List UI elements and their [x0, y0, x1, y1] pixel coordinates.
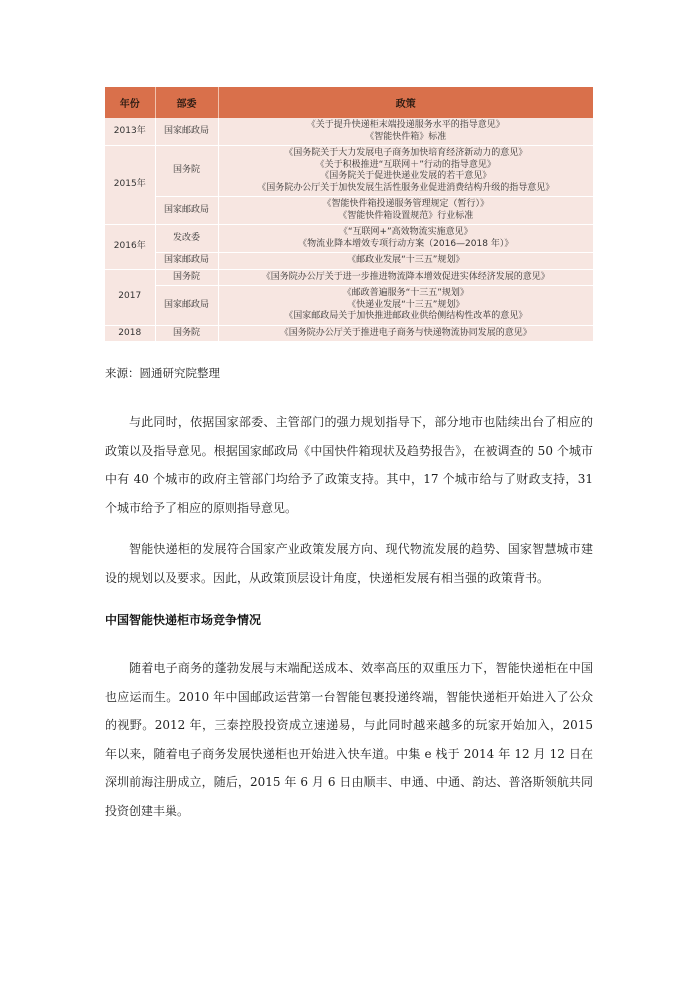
table-header-row: [105, 87, 593, 118]
policy-item: 《国务院办公厅关于加快发展生活性服务业促进消费结构升级的指导意见》: [257, 182, 555, 193]
paragraph-policy-background: 智能快递柜的发展符合国家产业政策发展方向、现代物流发展的趋势、国家智慧城市建设的规划以及要求。因此，从政策顶层设计角度，快递柜发展有相当强的政策背书。: [105, 542, 593, 585]
cell-year: 2017: [105, 269, 155, 325]
cell-policies: [218, 197, 593, 225]
policy-item: 《智能快件箱》标准: [365, 131, 447, 142]
policy-item: 《快递业发展“十三五”规划》: [347, 299, 465, 310]
policy-item: 《智能快件箱设置规范》行业标准: [338, 210, 474, 221]
cell-policies: [218, 146, 593, 197]
cell-policies: [218, 225, 593, 253]
cell-department: 国务院: [155, 269, 218, 286]
cell-policies: [218, 118, 593, 146]
cell-policies: [218, 253, 593, 270]
cell-department: 国家邮政局: [155, 286, 218, 326]
table-row: [105, 325, 593, 342]
paragraph-policy-support: 与此同时，依据国家部委、主管部门的强力规划指导下，部分地市也陆续出台了相应的政策以及指导意见。根据国家邮政局《中国快件箱现状及趋势报告》，在被调查的 50 个城市中有 40 个城市的政府主管部门均给予了政策支持。其中，17 个城市给与了财政支持，31 个城市给予了相应的原则指导意见。: [105, 415, 593, 515]
policy-table: [105, 87, 593, 342]
cell-year: 2018: [105, 325, 155, 342]
section-heading: 中国智能快递柜市场竞争情况: [105, 613, 262, 627]
policy-item: 《国务院办公厅关于进一步推进物流降本增效促进实体经济发展的意见》: [261, 271, 550, 282]
header-year: 年份: [105, 87, 155, 118]
cell-department: 国家邮政局: [155, 253, 218, 270]
policy-item: 《国务院关于促进快递业发展的若干意见》: [320, 171, 492, 181]
header-policy: 政策: [218, 87, 593, 118]
cell-policies: [218, 269, 593, 286]
policy-item: 《关于提升快递柜末端投递服务水平的指导意见》: [306, 120, 505, 130]
table-row: [105, 225, 593, 253]
cell-policies: [218, 325, 593, 342]
policy-item: 《邮政业发展“十三五”规划》: [347, 255, 465, 265]
cell-department: 国务院: [155, 325, 218, 342]
policy-item: 《国家邮政局关于加快推进邮政业供给侧结构性改革的意见》: [284, 311, 528, 321]
cell-year: 2013年: [105, 118, 155, 146]
policy-item: 《智能快件箱投递服务管理规定（暂行）》: [322, 199, 489, 209]
cell-department: 发改委: [155, 225, 218, 253]
policy-item: 《关于积极推进“互联网＋”行动的指导意见》: [315, 159, 496, 170]
policy-item: 《物流业降本增效专项行动方案（2016—2018 年）》: [298, 238, 514, 249]
cell-year: 2016年: [105, 225, 155, 270]
paragraph-market-competition: 随着电子商务的蓬勃发展与末端配送成本、效率高压的双重压力下，智能快递柜在中国也应运而生。2010 年中国邮政运营第一台智能包裹投递终端，智能快递柜开始进入了公众的视野。2012 年，三泰控股投资成立速递易，与此同时越来越多的玩家开始加入，2015 年以来，随着电子商务发展快递柜也开始进入快车道。中集 e 栈于 2014 年 12 月 12 日在深圳前海注册成立，随后，2015 年 6 月 6 日由顺丰、申通、中通、韵达、普洛斯领航共同投资创建丰巢。: [105, 661, 593, 818]
table-row: [105, 146, 593, 197]
cell-policies: [218, 286, 593, 326]
cell-department: 国家邮政局: [155, 118, 218, 146]
policy-item: 《国务院办公厅关于推进电子商务与快递物流协同发展的意见》: [279, 327, 532, 338]
header-department: 部委: [155, 87, 218, 118]
table-row: [105, 253, 593, 270]
cell-department: 国务院: [155, 146, 218, 197]
policy-item: 《国务院关于大力发展电子商务加快培育经济新动力的意见》: [284, 148, 528, 158]
table-source-note: 来源：圆通研究院整理: [105, 366, 220, 380]
table-row: [105, 286, 593, 326]
cell-department: 国家邮政局: [155, 197, 218, 225]
table-row: [105, 269, 593, 286]
table-row: [105, 197, 593, 225]
policy-item: 《“互联网+”高效物流实施意见》: [338, 227, 473, 237]
table-row: [105, 118, 593, 146]
cell-year: 2015年: [105, 146, 155, 225]
policy-item: 《邮政普遍服务“十三五”规划》: [342, 288, 469, 298]
